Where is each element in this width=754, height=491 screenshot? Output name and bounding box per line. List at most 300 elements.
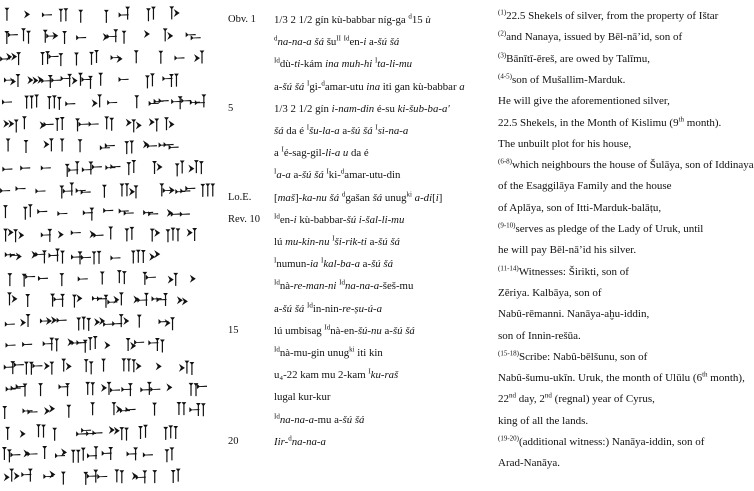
cuneiform-sign (92, 251, 102, 265)
cuneiform-sign (175, 186, 195, 194)
cuneiform-sign (27, 76, 43, 85)
text-segment: Bānītī-ēreš, are owed by Talīmu, (506, 52, 650, 65)
cuneiform-sign (127, 447, 138, 460)
transliteration-line (274, 369, 398, 381)
cuneiform-sign (152, 293, 168, 306)
text-segment: gi- (309, 80, 322, 93)
text-segment: é-su (374, 102, 398, 115)
superscript-determinative: Id (274, 212, 280, 221)
text-segment: lú umbisag (274, 324, 325, 337)
superscript-determinative: (4-5) (498, 72, 512, 81)
translation-line (498, 31, 682, 43)
cuneiform-sign (2, 166, 12, 171)
text-segment: serves as pledge of the Lady of Uruk, until (515, 223, 704, 235)
cuneiform-sign (2, 99, 12, 104)
transliteration-column (274, 0, 474, 486)
superscript-determinative: Id (343, 34, 350, 43)
cuneiform-sign (59, 383, 70, 396)
cuneiform-sign (72, 294, 82, 307)
cuneiform-sign (120, 183, 135, 196)
cuneiform-sign (58, 53, 63, 66)
transliteration-line (274, 58, 412, 70)
cuneiform-sign (187, 228, 197, 241)
superscript-determinative: (1) (498, 8, 507, 17)
cuneiform-sign (166, 383, 172, 391)
text-segment: gašan (345, 191, 373, 204)
cuneiform-sign (190, 94, 206, 107)
text-segment: ku-raš (370, 369, 399, 382)
superscript-determinative: th (678, 114, 685, 123)
cuneiform-sign (4, 31, 17, 44)
superscript-determinative: (6-8) (498, 157, 512, 166)
cuneiform-sign (59, 273, 64, 286)
text-segment: en- (279, 213, 294, 226)
text-segment: maš (277, 191, 296, 204)
cuneiform-sign (132, 470, 147, 483)
cuneiform-sign (162, 74, 178, 87)
text-segment: sì-na-a (377, 125, 409, 137)
text-segment: a-di (414, 191, 433, 204)
cuneiform-sign (43, 138, 53, 151)
text-segment: day, 2 (516, 393, 545, 406)
cuneiform-sign (71, 230, 81, 235)
cuneiform-sign (100, 143, 115, 150)
line-number: 20 (228, 435, 239, 447)
superscript-determinative: I (374, 56, 378, 65)
cuneiform-sign (55, 448, 67, 458)
text-segment: šú-nu (357, 324, 382, 337)
text-segment: en- (349, 36, 364, 49)
cuneiform-sign (148, 338, 164, 352)
cuneiform-sign (103, 208, 113, 213)
cuneiform-sign (124, 140, 134, 154)
superscript-determinative: Id (274, 56, 280, 65)
superscript-determinative: I (326, 167, 329, 176)
text-segment: a- (366, 236, 379, 248)
cuneiform-sign (150, 229, 160, 242)
cuneiform-sign (163, 425, 178, 440)
text-segment: -mu a- (314, 413, 343, 426)
cuneiform-sign (152, 470, 157, 483)
cuneiform-sign (119, 77, 129, 82)
cuneiform-sign (78, 139, 83, 152)
cuneiform-sign (61, 74, 78, 87)
superscript-determinative: I (332, 234, 335, 243)
translation-line (498, 244, 636, 256)
cuneiform-sign (23, 449, 37, 457)
cuneiform-sign (65, 101, 75, 106)
translation-line (498, 95, 670, 107)
cuneiform-sign (146, 7, 156, 22)
superscript-determinative: I (307, 79, 310, 87)
cuneiform-sign (90, 402, 95, 415)
text-segment: šú šá (378, 236, 400, 248)
text-segment: (additional witness:) Nanāya-iddin, son of (519, 436, 705, 448)
translation-line (498, 263, 629, 278)
cuneiform-sign (179, 361, 194, 375)
cuneiform-sign (38, 383, 43, 396)
cuneiform-sign (20, 165, 30, 170)
superscript-determinative: (11-14) (498, 263, 519, 272)
cuneiform-sign (40, 121, 54, 129)
superscript-determinative: I (306, 123, 310, 132)
text-segment: (regnal) year of Cyrus, (551, 393, 655, 406)
cuneiform-sign (85, 382, 95, 395)
cuneiform-sign (62, 31, 67, 44)
cuneiform-sign (104, 341, 110, 349)
cuneiform-sign (87, 446, 98, 459)
cuneiform-sign (40, 51, 58, 65)
cuneiform-sign (149, 118, 159, 131)
text-segment: amar-utu-din (344, 169, 401, 182)
text-segment: šú šá (282, 80, 307, 93)
cuneiform-sign (3, 205, 8, 218)
text-segment: mu-kin-nu (285, 236, 333, 248)
superscript-determinative: Id (307, 301, 313, 309)
superscript-determinative: Id (274, 412, 280, 420)
cuneiform-sign (3, 228, 18, 242)
cuneiform-sign (61, 472, 66, 485)
translation-line (498, 159, 754, 171)
cuneiform-sign (48, 249, 64, 264)
text-segment: kal-ba-a (323, 258, 360, 271)
cuneiform-sign (2, 447, 20, 462)
superscript-determinative: (9-10) (498, 221, 516, 230)
text-segment: numun- (276, 258, 310, 271)
transliteration-line (274, 436, 326, 448)
text-segment: šá (274, 125, 284, 137)
cuneiform-sign (149, 98, 169, 106)
cuneiform-sign (189, 383, 207, 396)
superscript-determinative: Id (274, 345, 280, 354)
transliteration-line (274, 103, 450, 115)
cuneiform-sign (194, 50, 204, 63)
cuneiform-sign (111, 55, 123, 63)
cuneiform-sign (121, 383, 132, 396)
text-segment: u₄-22 kam mu 2-kam (274, 369, 369, 382)
cuneiform-sign (7, 292, 17, 305)
transliteration-line (274, 192, 442, 204)
cuneiform-sign (5, 252, 22, 261)
cuneiform-sign (75, 118, 88, 131)
text-segment: kù-babbar- (296, 213, 347, 226)
cuneiform-sign (100, 271, 105, 284)
text-segment: 22 (498, 393, 509, 406)
cuneiform-sign (164, 117, 174, 130)
cuneiform-sign (60, 138, 65, 151)
cuneiform-sign (103, 29, 118, 42)
text-segment: a (459, 80, 465, 93)
text-segment: ina (366, 80, 381, 93)
text-segment: a-a (276, 169, 291, 182)
text-segment: ia (309, 258, 322, 271)
superscript-determinative: I (281, 145, 284, 154)
cuneiform-sign (20, 314, 30, 327)
cuneiform-sign (83, 470, 98, 485)
cuneiform-sign (108, 226, 113, 239)
line-number: Rev. 10 (228, 213, 260, 225)
translation-column (498, 0, 754, 486)
translation-line (498, 351, 647, 363)
text-segment: ši-rik-ti (334, 236, 367, 248)
cuneiform-sign (107, 100, 117, 105)
cuneiform-sign (41, 75, 61, 88)
cuneiform-sign (22, 274, 35, 287)
transliteration-line (274, 214, 404, 226)
text-segment: 22.5 Shekels of silver, from the property of Ištar (506, 10, 719, 22)
cuneiform-sign (122, 31, 127, 44)
cuneiform-sign (143, 210, 158, 217)
cuneiform-sign (58, 231, 64, 239)
translation-line (498, 180, 672, 192)
cuneiform-sign (59, 183, 74, 199)
text-segment: na-na-a (344, 280, 380, 293)
cuneiform-sign (4, 469, 20, 482)
cuneiform-sign (24, 362, 42, 375)
cuneiform-sign (117, 270, 127, 284)
cuneiform-sign (78, 276, 88, 281)
text-segment: re-șu-ú-a (342, 302, 383, 315)
cuneiform-sign (126, 407, 136, 412)
cuneiform-sign (159, 317, 175, 330)
text-segment: month), (707, 372, 745, 385)
text-segment: ù (425, 14, 431, 26)
text-segment: šu-la-a (309, 125, 340, 137)
cuneiform-sign (105, 164, 120, 170)
cuneiform-sign (18, 231, 24, 239)
transliteration-line (274, 36, 399, 48)
text-segment: [ (274, 191, 278, 204)
cuneiform-sign (104, 116, 114, 130)
cuneiform-sign (102, 185, 107, 198)
transliteration-line (274, 236, 400, 248)
superscript-determinative: d (274, 34, 278, 43)
cuneiform-sign (140, 382, 160, 395)
cuneiform-sign (124, 428, 129, 441)
cuneiform-sign (175, 161, 185, 177)
cuneiform-sign (171, 96, 191, 109)
cuneiform-sign (74, 52, 79, 65)
cuneiform-sign (189, 403, 205, 416)
text-segment: and Nanaya, issued by Bēl-nā’id, son of (506, 31, 683, 44)
text-segment: Nabû-rēmanni. Nanāya-aḫu-iddin, (498, 308, 650, 321)
cuneiform-sign (44, 362, 54, 375)
text-segment: son of Innin-rešūa. (498, 329, 581, 342)
cuneiform-sign (171, 469, 181, 483)
cuneiform-sign (159, 183, 174, 196)
cuneiform-sign (71, 251, 91, 264)
text-segment: šú šá (371, 258, 393, 271)
cuneiform-sign (65, 161, 80, 177)
text-segment: nà- (279, 280, 294, 293)
text-segment: iti gan kù-babbar (380, 80, 460, 93)
text-segment: šu (326, 36, 337, 49)
transliteration-line (274, 14, 431, 26)
text-segment: re-man-ni (293, 280, 340, 293)
superscript-determinative: (19-20) (498, 434, 519, 443)
text-segment: a- (274, 80, 283, 93)
text-segment: ki-šub-ba-a' (397, 102, 450, 115)
cuneiform-sign (174, 55, 184, 60)
cuneiform-sign (134, 95, 139, 108)
text-segment: na-na-a (291, 435, 326, 448)
cuneiform-sign (5, 322, 15, 327)
cuneiform-sign (145, 73, 155, 88)
cuneiform-sign (92, 430, 102, 435)
cuneiform-sign (23, 204, 33, 219)
text-segment: a- (339, 125, 351, 137)
text-segment: 1/3 2 1/2 gín (274, 102, 332, 115)
cuneiform-sign (156, 362, 162, 370)
superscript-determinative: d (288, 434, 292, 443)
text-segment: Iir- (274, 435, 289, 448)
cuneiform-sign (47, 95, 62, 110)
cuneiform-sign (76, 188, 91, 195)
cuneiform-sign (21, 28, 31, 44)
cuneiform-sign (78, 10, 83, 23)
superscript-determinative: d (321, 79, 325, 87)
superscript-determinative: I (321, 256, 324, 265)
cuneiform-sign (78, 73, 93, 89)
text-segment: [ (432, 191, 436, 204)
cuneiform-sign (190, 275, 196, 283)
cuneiform-sign (104, 10, 109, 23)
text-segment: -kám (300, 58, 326, 71)
cuneiform-sign (131, 250, 146, 264)
cuneiform-sign (24, 95, 39, 109)
superscript-determinative: d (341, 190, 346, 198)
cuneiform-sign (109, 426, 124, 440)
text-segment: a- (381, 324, 393, 337)
cuneiform-sign (89, 121, 99, 126)
cuneiform-sign (137, 315, 142, 328)
superscript-determinative: (15-18) (498, 349, 519, 358)
text-segment: ti (294, 58, 301, 71)
cuneiform-sign (43, 471, 55, 479)
cuneiform-sign (136, 362, 142, 370)
text-segment: Zēriya. Kalbāya, son of (498, 286, 602, 299)
cuneiform-sign (102, 447, 113, 460)
translation-line (498, 330, 581, 342)
text-segment: Witnesses: Širikti, son of (518, 265, 629, 278)
text-segment: a- (359, 258, 372, 271)
text-segment: lú (274, 236, 286, 248)
text-segment: na-na-a šá (277, 36, 327, 49)
text-segment: month). (684, 116, 722, 129)
cuneiform-sign (138, 425, 148, 439)
cuneiform-sign (58, 8, 68, 21)
cuneiform-sign (36, 424, 46, 437)
cuneiform-sign (38, 276, 48, 281)
cuneiform-sign (143, 140, 157, 148)
text-segment: šú šá (377, 36, 400, 49)
text-segment: king of all the lands. (498, 414, 589, 427)
cuneiform-signs (0, 0, 222, 486)
cuneiform-sign (57, 318, 67, 323)
text-segment: da é (348, 147, 369, 160)
cuneiform-sign (41, 165, 51, 170)
cuneiform-sign (40, 316, 57, 325)
text-segment: na-na-a (279, 413, 315, 426)
cuneiform-sign (180, 212, 190, 217)
cuneiform-sign (142, 272, 155, 285)
text-segment: a- (290, 169, 302, 182)
cuneiform-sign (98, 73, 103, 86)
translation-line (498, 223, 703, 235)
superscript-determinative: nd (544, 391, 552, 400)
cuneiform-sign (200, 183, 215, 196)
text-segment: Arad-Nanāya. (498, 457, 560, 470)
translation-line (498, 287, 602, 299)
text-segment: Nabû-šumu-ukīn. Uruk, the month of Ulūlu (6 (498, 372, 703, 385)
superscript-determinative: II (336, 34, 341, 43)
text-segment: i (363, 36, 367, 49)
text-segment: ]- (295, 191, 303, 204)
superscript-determinative: ki (349, 345, 355, 354)
text-segment: He will give the aforementioned silver, (498, 95, 670, 108)
translation-line (498, 372, 745, 384)
cuneiform-sign (4, 361, 24, 374)
translation-line (498, 457, 560, 469)
transliteration-line (274, 391, 330, 403)
cuneiform-sign (133, 293, 148, 306)
cuneiform-sign (83, 336, 98, 353)
cuneiform-sign (126, 338, 144, 351)
cuneiform-sign (43, 338, 59, 352)
translation-line (498, 138, 631, 150)
cuneiform-sign (152, 161, 162, 174)
cuneiform-sign (22, 116, 27, 129)
cuneiform-sign (61, 359, 71, 372)
cuneiform-sign (0, 53, 17, 62)
text-segment: Scribe: Nabû-bēlšunu, son of (519, 350, 648, 363)
transliteration-line (274, 81, 465, 93)
cuneiform-sign (159, 142, 179, 150)
cuneiform-sign (126, 119, 142, 133)
cuneiform-sign (167, 209, 181, 217)
cuneiform-sign (5, 8, 10, 21)
text-segment: šú šá (282, 302, 307, 315)
text-segment: 1/3 2 1/2 gín kù-babbar níg-ga (274, 14, 409, 26)
cuneiform-sign (24, 140, 29, 153)
transliteration-line (274, 147, 369, 159)
cuneiform-sign (149, 250, 160, 261)
text-segment: he will pay Bēl-nā’id his silver. (498, 244, 637, 257)
text-segment: dù- (279, 58, 295, 71)
text-segment: a- (366, 36, 378, 49)
cuneiform-sign (152, 403, 157, 416)
text-segment: i (435, 191, 439, 204)
cuneiform-sign (168, 273, 178, 286)
cuneiform-sign (67, 338, 86, 346)
cuneiform-sign (166, 228, 181, 243)
text-segment: šú i-šal-li-mu (346, 213, 405, 226)
cuneiform-sign (107, 292, 123, 305)
superscript-determinative: Id (339, 278, 345, 287)
transliteration-line (274, 258, 393, 270)
cuneiform-sign (16, 186, 26, 191)
cuneiform-sign (119, 7, 130, 20)
cuneiform-sign (84, 359, 94, 374)
superscript-determinative: I (375, 123, 378, 132)
translation-line (498, 74, 625, 86)
cuneiform-sign (92, 295, 108, 308)
cuneiform-sign (41, 229, 52, 242)
cuneiform-sign (25, 294, 30, 307)
cuneiform-sign (6, 343, 16, 348)
cuneiform-sign (20, 430, 26, 438)
cuneiform-sign (43, 30, 58, 43)
